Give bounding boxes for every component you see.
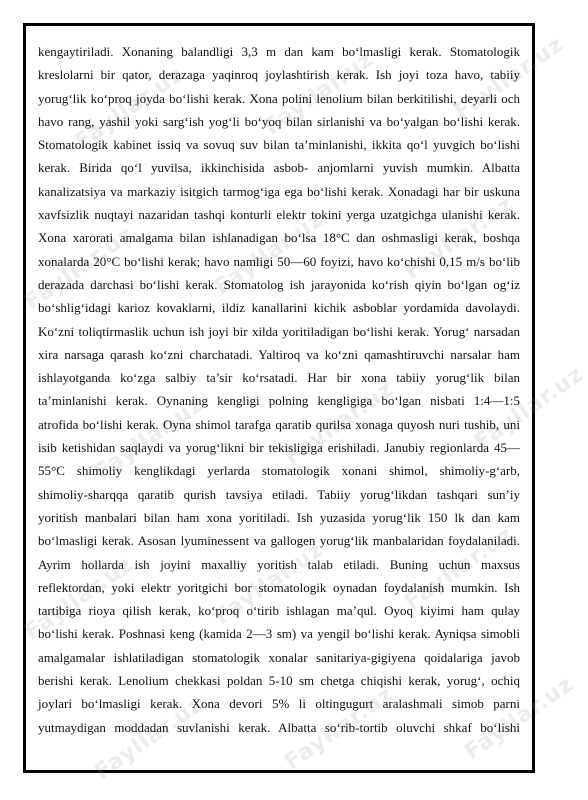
watermark-logo: Fayllar.uz (280, 681, 399, 776)
watermark-logo: Fayllar.uz (280, 376, 399, 471)
watermark-logo: Fayllar.uz (20, 551, 139, 646)
watermark-logo: Fayllar.uz (470, 361, 588, 456)
watermark-logo: Fayllar.uz (210, 206, 329, 301)
watermark-logo: Fayllar.uz (400, 521, 519, 616)
watermark-logo: Fayllar.uz (450, 31, 569, 126)
watermark-logo: Fayllar.uz (400, 191, 519, 286)
text-line: shimoliy-sharqqa qaratib qurish tavsiya etiladi. Tabiiy yorug‘likdan tashqari sun’iy (38, 486, 520, 502)
text-line: ta’minlanishi kerak. Oynaning kengligi polning kengligiga bo‘lgan nisbati 1:4—1:5 (38, 393, 520, 409)
text-line: yutmaydigan moddadan suvlanishi kerak. Albatta so‘rib-tortib oluvchi shkaf bo‘lishi (38, 719, 520, 735)
text-line: joylari bo‘lmasligi kerak. Xona devori 5% li oltingugurt aralashmali simob parni (38, 696, 520, 712)
text-line: yoritish manbalari bilan ham xona yoritiladi. Ish yuzasida yorug‘lik 150 lk dan kam (38, 509, 520, 525)
text-line: atrofida bo‘lishi kerak. Oyna shimol tarafga qaratib qurilsa xonaga quyosh nuri tushib, uni (38, 416, 520, 432)
text-line: reflektordan, yoki elektr yoritgichi bor stomatologik oynadan foydalanish mumkin. Ish (38, 579, 520, 595)
watermark-logo: Fayllar.uz (460, 671, 579, 766)
text-line: yorug‘lik ko‘proq joyda bo‘lishi kerak. Xona polini lenolium bilan berkitilishi, deyarli och (38, 90, 520, 106)
watermark-logo: Fayllar.uz (260, 46, 379, 141)
text-line: kreslolarni bir qator, derazaga yaqinroq joylashtirish kerak. Ish joyi toza havo, tabiiy (38, 67, 520, 83)
text-line: xira narsaga qarash ko‘zni charchatadi. Yaltiroq va ko‘zni qamashtiruvchi narsalar ham (38, 346, 520, 362)
text-line: berishi kerak. Lenolium chekkasi poldan 5-10 sm chetga chiqishi kerak, yorug‘, ochiq (38, 673, 520, 689)
text-line: Ayrim hollarda ish joyini maxalliy yoritish talab etiladi. Buning uchun maxsus (38, 556, 520, 572)
text-line: derazada darchasi bo‘lishi kerak. Stomatolog ish jarayonida ko‘rish qiyin bo‘lgan og‘iz (38, 276, 520, 292)
text-line: bo‘lmasligi kerak. Asosan lyuminessent va gallogen yorug‘lik manbalaridan foydalaniladi. (38, 533, 520, 549)
watermark-logo: Fayllar.uz (90, 391, 209, 486)
text-line: isib ketishidan saqlaydi va yorug‘likni bir tekisligiga erishiladi. Janubiy regionlarda 45— (38, 440, 520, 456)
text-line: Stomatologik kabinet issiq va sovuq suv bilan ta’minlanishi, ikkita qo‘l yuvgich bo‘lishi (38, 137, 520, 153)
text-line: havo rang, yashil yoki sarg‘ish yog‘li bo‘yoq bilan sirlanishi va bo‘yalgan bo‘lishi kerak. (38, 113, 520, 129)
text-line: Xona xarorati amalgama bilan ishlanadigan bo‘lsa 18°C dan oshmasligi kerak, boshqa (38, 230, 520, 246)
text-line: kengaytiriladi. Xonaning balandligi 3,3 m dan kam bo‘lmasligi kerak. Stomatologik (38, 44, 520, 59)
text-line: kanalizatsiya va markaziy isitgich tarmog‘iga ega bo‘lishi kerak. Xonadagi har bir uskuna (38, 183, 520, 199)
text-line: bo‘lishi kerak. Poshnasi keng (kamida 2—3 sm) va yengil bo‘lishi kerak. Ayniqsa simobli (38, 626, 520, 642)
watermark-logo: Fayllar.uz (90, 691, 209, 786)
watermark-logo: Fayllar.uz (210, 536, 329, 631)
text-line: xonalarda 20°C bo‘lishi kerak; havo namligi 50—60 foyizi, havo ko‘chishi 0,15 m/s bo‘lib (38, 253, 520, 269)
text-line: tartibiga rioya qilish kerak, ko‘proq o‘tirib ishlagan ma’qul. Oyoq kiyimi ham qulay (38, 603, 520, 619)
text-line: Ko‘zni toliqtirmaslik uchun ish joyi bir xilda yoritiladigan bo‘lishi kerak. Yorug‘ narsadan (38, 323, 520, 339)
watermark-logo: Fayllar.uz (20, 221, 139, 316)
text-line: bo‘shlig‘idagi karioz kovaklarni, ildiz kanallarini kichik asboblar yordamida davolaydi. (38, 300, 520, 316)
text-line: ishlayotganda ko‘zga salbiy ta’sir ko‘rsatadi. Har bir xona tabiiy yorug‘lik bilan (38, 370, 520, 386)
document-body-text (38, 40, 520, 739)
text-line: amalgamalar ishlatiladigan stomatologik xonalar sanitariya-gigiyena qoidalariga javob (38, 649, 520, 665)
text-line: xavfsizlik nuqtayi nazaridan tashqi konturli elektr tokini yerga uzatgichga ulanishi kerak. (38, 207, 520, 223)
watermark-logo: Fayllar.uz (70, 61, 189, 156)
text-line: kerak. Birida qo‘l yuvilsa, ikkinchisida asbob- anjomlarni yuvish mumkin. Albatta (38, 160, 520, 176)
text-line: 55°C shimoliy kenglikdagi yerlarda stomatologik xonani shimol, shimoliy-g‘arb, (38, 463, 520, 479)
